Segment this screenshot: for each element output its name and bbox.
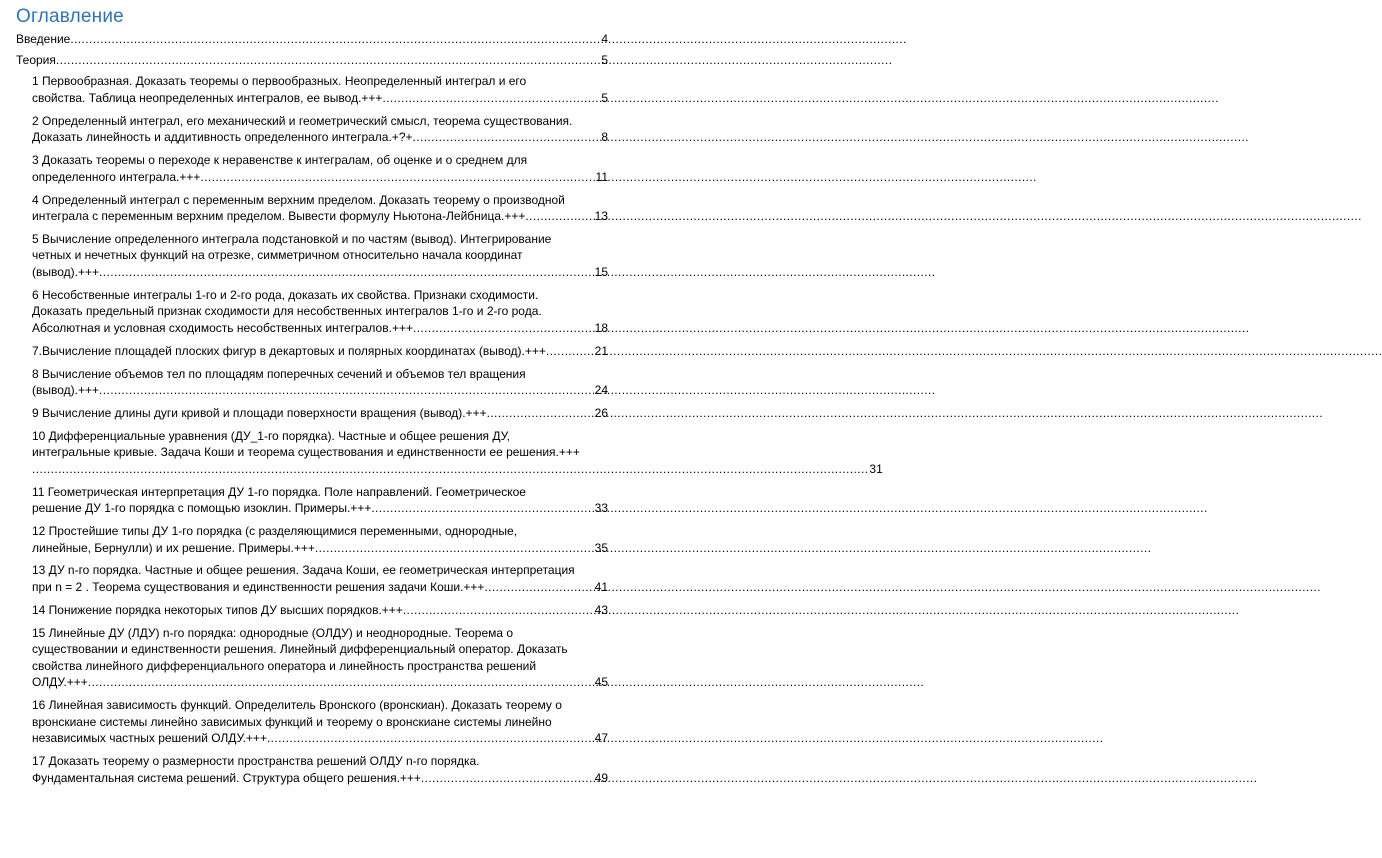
toc-entry-text-line: 3 Доказать теоремы о переходе к неравенстве к интегралам, об оценке и о среднем для [32, 153, 528, 168]
page-number: 13 [594, 209, 608, 224]
toc-entry-text-line: 15 Линейные ДУ (ЛДУ) n-го порядка: однородные (ОЛДУ) и неоднородные. Теорема о [32, 625, 514, 640]
page-number: 5 [601, 90, 608, 105]
toc-entry-last-line [16, 31, 608, 48]
page-number: 41 [594, 580, 608, 595]
toc-entry-last-line [32, 129, 608, 146]
toc-entry-text-line: (вывод).+++ [32, 383, 100, 398]
toc-entry-17[interactable] [32, 625, 608, 691]
toc-entry-text-line: Доказать предельный признак сходимости для несобственных интегралов 1-го и 2-го рода. [32, 304, 542, 319]
toc-entry-7[interactable] [32, 231, 608, 281]
page-number: 43 [594, 602, 608, 617]
toc-entry-text-line: вронскиане системы линейно зависимых функций и теорему о вронскиане системы линейно [32, 714, 552, 729]
page-number: 49 [594, 770, 608, 785]
toc-entry-text-line: 10 Дифференциальные уравнения (ДУ_1-го порядка). Частные и общее решения ДУ, [32, 428, 510, 443]
dot-leader [56, 52, 600, 69]
page-number: 5 [601, 53, 608, 68]
toc-entry-last-line [32, 674, 608, 691]
dot-leader [99, 264, 594, 281]
toc-entry-text-line: (вывод).+++ [32, 265, 100, 280]
toc-entry-text-line: при n = 2 . Теорема существования и единственности решения задачи Коши.+++ [32, 580, 485, 595]
toc-entry-text-line: Фундаментальная система решений. Структура общего решения.+++ [32, 770, 421, 785]
toc-list [16, 31, 883, 786]
toc-entry-text-line: 13 ДУ n-го порядка. Частные и общее решения. Задача Коши, ее геометрическая интерпретация [32, 563, 575, 578]
toc-entry-text-line: 4 Определенный интеграл с переменным верхним пределом. Доказать теорему о производной [32, 192, 565, 207]
toc-entry-text-line: Введение [16, 32, 71, 46]
toc-entry-1[interactable] [16, 31, 608, 48]
toc-entry-text-line: 5 Вычисление определенного интеграла подстановкой и по частям (вывод). Интегрирование [32, 231, 552, 246]
toc-entry-last-line [32, 579, 608, 596]
toc-entry-last-line [32, 730, 608, 747]
toc-entry-text-line: 11 Геометрическая интерпретация ДУ 1-го порядка. Поле направлений. Геометрическое [32, 484, 526, 499]
page-number: 45 [594, 675, 608, 690]
dot-leader [421, 770, 594, 787]
dot-leader [88, 674, 594, 691]
page-number: 15 [594, 265, 608, 280]
toc-entry-8[interactable] [32, 287, 608, 337]
toc-entry-text-line: интеграла с переменным верхним пределом. Вывести формулу Ньютона-Лейбница.+++ [32, 209, 526, 224]
toc-entry-last-line [32, 264, 608, 281]
dot-leader [99, 382, 594, 399]
dot-leader [371, 500, 593, 517]
toc-entry-last-line [32, 382, 608, 399]
toc-title: Оглавление [16, 6, 124, 27]
toc-entry-text-line: Теория [16, 53, 56, 68]
toc-entry-text-line: 6 Несобственные интегралы 1-го и 2-го рода, доказать их свойства. Признаки сходимости. [32, 287, 539, 302]
toc-entry-text-line: линейные, Бернулли) и их решение. Примеры.+++ [32, 540, 315, 555]
page-number: 11 [595, 169, 608, 184]
toc-entry-text-line: 16 Линейная зависимость функций. Определитель Вронского (вронскиан). Доказать теорему о [32, 698, 562, 713]
toc-entry-9[interactable] [32, 343, 608, 360]
toc-entry-last-line [32, 169, 608, 186]
page-number: 18 [594, 321, 608, 336]
toc-entry-text-line: Доказать линейность и аддитивность определенного интеграла.+?+ [32, 130, 413, 145]
toc-entry-last-line [32, 343, 608, 360]
toc-entry-last-line [32, 90, 608, 107]
toc-entry-4[interactable] [32, 113, 608, 146]
toc-entry-text-line: интегральные кривые. Задача Коши и теорема существования и единственности ее решения.+++ [32, 445, 580, 460]
page-number: 24 [594, 383, 608, 398]
toc-entry-14[interactable] [32, 523, 608, 556]
toc-entry-5[interactable] [32, 152, 608, 185]
dot-leader [413, 129, 601, 146]
toc-entry-16[interactable] [32, 602, 608, 619]
toc-entry-text-line: 1 Первообразная. Доказать теоремы о первообразных. Неопределенный интеграл и его [32, 74, 527, 89]
dot-leader [403, 602, 594, 619]
toc-entry-last-line [32, 540, 608, 557]
toc-entry-text-line: 2 Определенный интеграл, его механический и геометрический смысл, теорема существования. [32, 113, 573, 128]
dot-leader [382, 90, 600, 107]
toc-entry-text-line: 14 Понижение порядка некоторых типов ДУ высших порядков.+++ [32, 602, 403, 617]
dot-leader [200, 169, 594, 186]
toc-entry-text-line: решение ДУ 1-го порядка с помощью изоклин. Примеры.+++ [32, 501, 372, 516]
toc-entry-text-line: свойства линейного дифференциального оператора и линейность пространства решений [32, 658, 537, 673]
toc-entry-12[interactable] [32, 428, 883, 478]
toc-entry-18[interactable] [32, 697, 608, 747]
toc-entry-text-line: 17 Доказать теорему о размерности пространства решений ОЛДУ n-го порядка. [32, 754, 480, 769]
toc-entry-19[interactable] [32, 753, 608, 786]
dot-leader [484, 579, 593, 596]
toc-entry-text-line: 8 Вычисление объемов тел по площадям поперечных сечений и объемов тел вращения [32, 366, 526, 381]
toc-entry-text-line: Абсолютная и условная сходимость несобственных интегралов.+++ [32, 321, 413, 336]
toc-entry-13[interactable] [32, 484, 608, 517]
page-number: 26 [594, 405, 608, 420]
toc-entry-leader-line [32, 461, 883, 478]
page-number: 21 [594, 343, 608, 358]
toc-entry-text-line: 12 Простейшие типы ДУ 1-го порядка (с разделяющимися переменными, однородные, [32, 524, 518, 539]
toc-entry-3[interactable] [32, 73, 608, 106]
dot-leader [70, 31, 600, 48]
dot-leader [267, 730, 594, 747]
toc-entry-2[interactable] [16, 52, 608, 69]
toc-entry-last-line [32, 500, 608, 517]
toc-entry-last-line [16, 52, 608, 69]
toc-entry-text-line: свойства. Таблица неопределенных интегралов, ее вывод.+++ [32, 90, 383, 105]
dot-leader [315, 540, 594, 557]
toc-entry-15[interactable] [32, 562, 608, 595]
dot-leader [32, 461, 868, 478]
toc-entry-last-line [32, 208, 608, 225]
dot-leader [487, 405, 594, 422]
toc-entry-last-line [32, 770, 608, 787]
toc-entry-last-line [32, 405, 608, 422]
toc-entry-text-line: 9 Вычисление длины дуги кривой и площади поверхности вращения (вывод).+++ [32, 405, 487, 420]
toc-entry-text-line: определенного интеграла.+++ [32, 169, 201, 184]
page-number: 47 [594, 731, 608, 746]
page-number: 31 [869, 461, 883, 476]
page-number: 4 [601, 32, 608, 46]
toc-entry-10[interactable] [32, 366, 608, 399]
dot-leader [413, 320, 594, 337]
toc-entry-text-line: существовании и единственности решения. Линейный дифференциальный оператор. Доказать [32, 642, 568, 657]
dot-leader [546, 343, 594, 360]
page-number: 35 [594, 540, 608, 555]
page-number: 33 [594, 501, 608, 516]
toc-entry-text-line: 7.Вычисление площадей плоских фигур в декартовых и полярных координатах (вывод).+++ [32, 343, 546, 358]
page-number: 8 [601, 130, 608, 145]
toc-entry-6[interactable] [32, 192, 608, 225]
toc-entry-text-line: четных и нечетных функций на отрезке, симметричном относительно начала координат [32, 248, 523, 263]
toc-entry-last-line [32, 320, 608, 337]
toc-entry-text-line: ОЛДУ.+++ [32, 675, 88, 690]
toc-entry-text-line: независимых частных решений ОЛДУ.+++ [32, 731, 267, 746]
dot-leader [525, 208, 593, 225]
toc-entry-last-line [32, 602, 608, 619]
toc-entry-11[interactable] [32, 405, 608, 422]
